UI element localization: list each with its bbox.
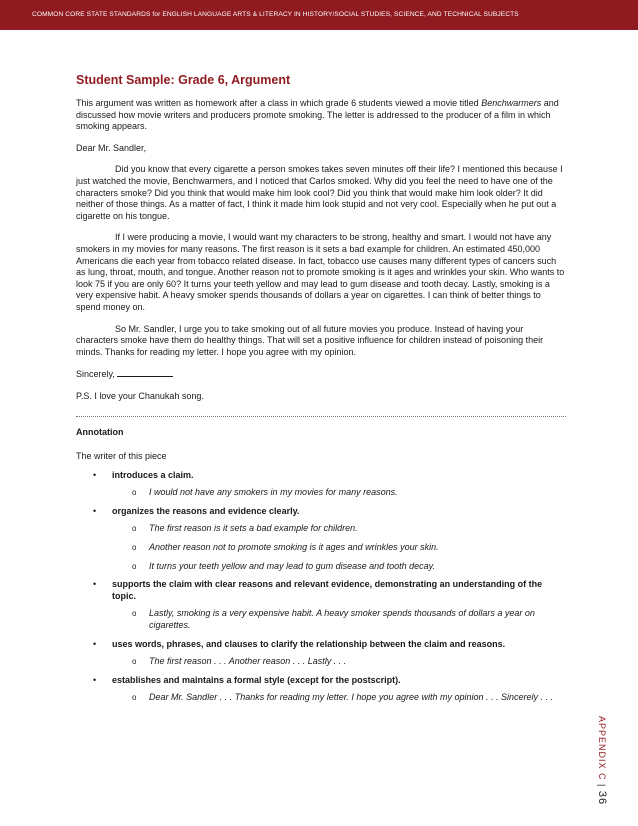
example-text: The first reason is it sets a bad example for children. <box>149 523 358 534</box>
sample-intro <box>76 98 566 133</box>
example-list <box>112 692 566 704</box>
letter-paragraph-3: So Mr. Sandler, I urge you to take smoking out of all future movies you produce. Instead of having your characters smoke have them do healthy things. That will set a positive influence for children instead of poisoning their minds. Thanks for reading my letter. I hope you agree with my opinion. <box>76 323 544 357</box>
sub-bullet-icon: o <box>132 657 137 667</box>
sub-bullet-icon: o <box>132 561 137 571</box>
annotation-claim: organizes the reasons and evidence clearly. <box>112 505 300 516</box>
example-item <box>112 561 566 573</box>
annotation-item <box>76 470 566 499</box>
example-item <box>112 656 566 668</box>
example-text: Dear Mr. Sandler . . . Thanks for reading my letter. I hope you agree with my opinion . . . Sincerely . . . <box>149 692 554 703</box>
example-item <box>112 692 566 704</box>
page-number: 36 <box>596 790 608 806</box>
letter-postscript: P.S. I love your Chanukah song. <box>76 390 204 401</box>
example-list <box>112 523 566 572</box>
example-text: Lastly, smoking is a very expensive habit. A heavy smoker spends thousands of dollars a year on cigarettes. <box>149 608 535 630</box>
example-text: The first reason . . . Another reason . . . Lastly . . . <box>149 656 347 667</box>
annotation-claim: uses words, phrases, and clauses to clarify the relationship between the claim and reasons. <box>112 638 506 649</box>
bullet-icon: • <box>93 579 97 590</box>
example-text: I would not have any smokers in my movies for many reasons. <box>149 487 398 498</box>
example-item <box>112 542 566 554</box>
signature-blank <box>117 368 173 377</box>
example-list <box>112 608 566 631</box>
sub-bullet-icon: o <box>132 609 137 619</box>
intro-text-start: This argument was written as homework after a class in which grade 6 students viewed a movie titled <box>76 98 482 108</box>
letter-salutation: Dear Mr. Sandler, <box>76 142 147 153</box>
sub-bullet-icon: o <box>132 524 137 534</box>
footer-separator: | <box>597 784 607 788</box>
example-item <box>112 523 566 535</box>
example-list <box>112 656 566 668</box>
sub-bullet-icon: o <box>132 693 137 703</box>
page-footer <box>596 716 608 805</box>
annotation-item <box>76 506 566 572</box>
bullet-icon: • <box>93 638 97 649</box>
annotation-intro: The writer of this piece <box>76 451 167 462</box>
movie-title: Benchwarmers <box>481 98 542 108</box>
header-banner: COMMON CORE STATE STANDARDS for ENGLISH LANGUAGE ARTS & LITERACY IN HISTORY/SOCIAL STUDIES, SCIENCE, AND TECHNICAL SUBJECTS <box>0 0 638 30</box>
annotation-heading: Annotation <box>76 427 124 438</box>
example-text: It turns your teeth yellow and may lead to gum disease and tooth decay. <box>149 560 436 571</box>
annotation-claim: establishes and maintains a formal style (except for the postscript). <box>112 674 401 685</box>
intro-text-end: and discussed how movie writers and producers promote smoking. The letter is addressed to the producer of a film in which smoking appears. <box>76 98 559 132</box>
letter-paragraph-2: If I were producing a movie, I would want my characters to be strong, healthy and smart. I would not have any smokers in my movies for many reasons. The first reason is it sets a bad example for children. An estimated 450,000 Americans die each year from tobacco related disease. In fact, tobacco use causes many different types of cancers such as lung, throat, mouth, and tongue. Another reason not to promote smoking is it ages and wrinkles your skin. Who wants to look 75 if you are only 60? It turns your teeth yellow and may lead to gum disease and tooth decay. Lastly, smoking is a very expensive habit. A heavy smoker spends thousands of dollars a year on cigarettes. I can think of better things to spend money on. <box>76 232 565 312</box>
example-text: Another reason not to promote smoking is it ages and wrinkles your skin. <box>149 542 439 553</box>
example-item <box>112 487 566 499</box>
annotation-item <box>76 675 566 704</box>
sub-bullet-icon: o <box>132 488 137 498</box>
section-divider <box>76 416 566 417</box>
sample-title: Student Sample: Grade 6, Argument <box>76 73 291 87</box>
page-content <box>76 72 566 711</box>
bullet-icon: • <box>93 469 97 480</box>
sub-bullet-icon: o <box>132 543 137 553</box>
annotation-item <box>76 639 566 668</box>
bullet-icon: • <box>93 505 97 516</box>
annotation-claim: supports the claim with clear reasons and relevant evidence, demonstrating an understanding of the topic. <box>112 579 543 601</box>
annotation-list <box>76 470 566 704</box>
example-list <box>112 487 566 499</box>
example-item <box>112 608 566 631</box>
appendix-label: APPENDIX C <box>597 716 607 781</box>
letter-paragraph-1: Did you know that every cigarette a person smokes takes seven minutes off their life? I mentioned this because I just watched the movie, Benchwarmers, and I noticed that Carlos smoked. Why did you feel the need to have one of the characters smoke? Did you think that would make him look cool? Did you think that would make him look older? It did neither of those things. As a matter of fact, I think it made him look stupid and not very cool. Especially when he put out a cigarette on his tongue. <box>76 164 563 221</box>
letter-closing <box>76 368 566 381</box>
annotation-item <box>76 579 566 631</box>
bullet-icon: • <box>93 674 97 685</box>
annotation-claim: introduces a claim. <box>112 469 194 480</box>
closing-text: Sincerely, <box>76 369 115 380</box>
